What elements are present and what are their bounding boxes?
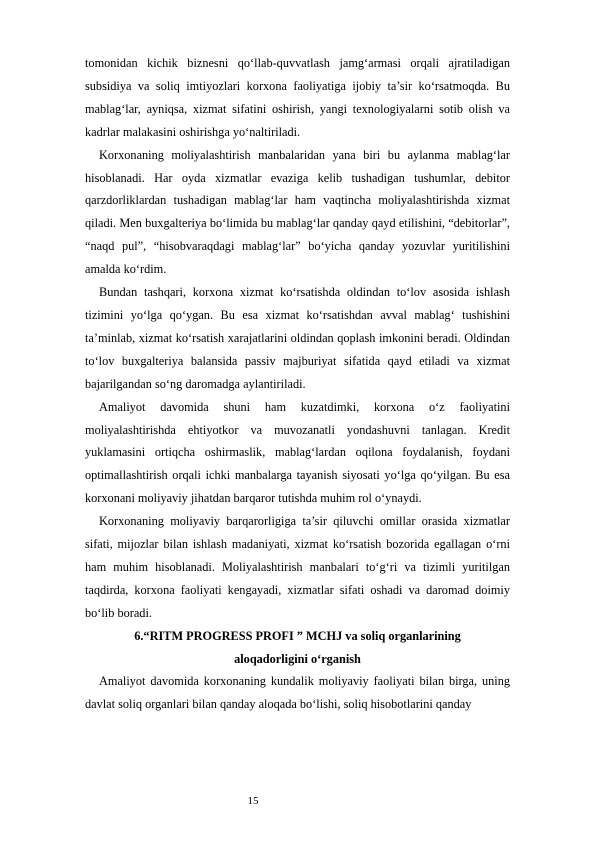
document-body [85,52,510,716]
section-heading-line-2: aloqadorligini o‘rganish [234,651,361,666]
paragraph-1: tomonidan kichik biznesni qo‘llab-quvvatlash jamg‘armasi orqali ajratiladigan subsidiya va soliq imtiyozlari korxona faoliyatiga ijobiy ta’sir ko‘rsatmoqda. Bu mablag‘lar, ayniqsa, xizmat sifatini oshirish, yangi texnologiyalarni sotib olish va kadrlar malakasini oshirishga yo‘naltiriladi. [85,56,510,139]
paragraph-4: Amaliyot davomida shuni ham kuzatdimki, korxona o‘z faoliyatini moliyalashtirishda ehtiyotkor va muvozanatli yondashuvni tanlagan. Kredit yuklamasini ortiqcha oshirmaslik, mablag‘lardan oqilona foydalanish, foydani optimallashtirish orqali ichki manbalarga tayanish siyosati yo‘lga qo‘yilgan. Bu esa korxonani moliyaviy jihatdan barqaror tutishda muhim rol o‘ynaydi. [85,399,510,506]
paragraph-5: Korxonaning moliyaviy barqarorligiga ta’sir qiluvchi omillar orasida xizmatlar sifati, mijozlar bilan ishlash madaniyati, xizmat ko‘rsatish bozorida egallagan o‘rni ham muhim hisoblanadi. Moliyalashtirish manbalari to‘g‘ri va tizimli yuritilgan taqdirda, korxona faoliyati kengayadi, xizmatlar sifati oshadi va daromad doimiy bo‘lib boradi. [85,514,510,620]
paragraph-2: Korxonaning moliyalashtirish manbalaridan yana biri bu aylanma mablag‘lar hisoblanadi. Har oyda xizmatlar evaziga kelib tushadigan tushumlar, debitor qarzdorliklardan tushadigan mablag‘lar ham vaqtincha moliyalashtirishda xizmat qiladi. Men buxgalteriya bo‘limida bu mablag‘lar qanday qayd etilishini, “debitorlar”, “naqd pul”, “hisobvaraqdagi mablag‘lar” bo‘yicha qanday yozuvlar yuritilishini amalda ko‘rdim. [85,147,510,277]
section-heading [85,625,510,671]
paragraph-3: Bundan tashqari, korxona xizmat ko‘rsatishda oldindan to‘lov asosida ishlash tizimini yo‘lga qo‘ygan. Bu esa xizmat ko‘rsatishdan avval mablag‘ tushishini ta’minlab, xizmat ko‘rsatish xarajatlarini oldindan qoplash imkonini beradi. Oldindan to‘lov buxgalteriya balansida passiv majburiyat sifatida qayd etiladi va xizmat bajarilgandan so‘ng daromadga aylantiriladi. [85,285,510,391]
page-number: 15 [247,795,259,807]
paragraph-6: Amaliyot davomida korxonaning kundalik moliyaviy faoliyati bilan birga, uning davlat soliq organlari bilan qanday aloqada bo‘lishi, soliq hisobotlarini qanday [85,674,510,712]
section-heading-line-1: 6.“RITM PROGRESS PROFI ” MCHJ va soliq organlarining [134,628,461,643]
